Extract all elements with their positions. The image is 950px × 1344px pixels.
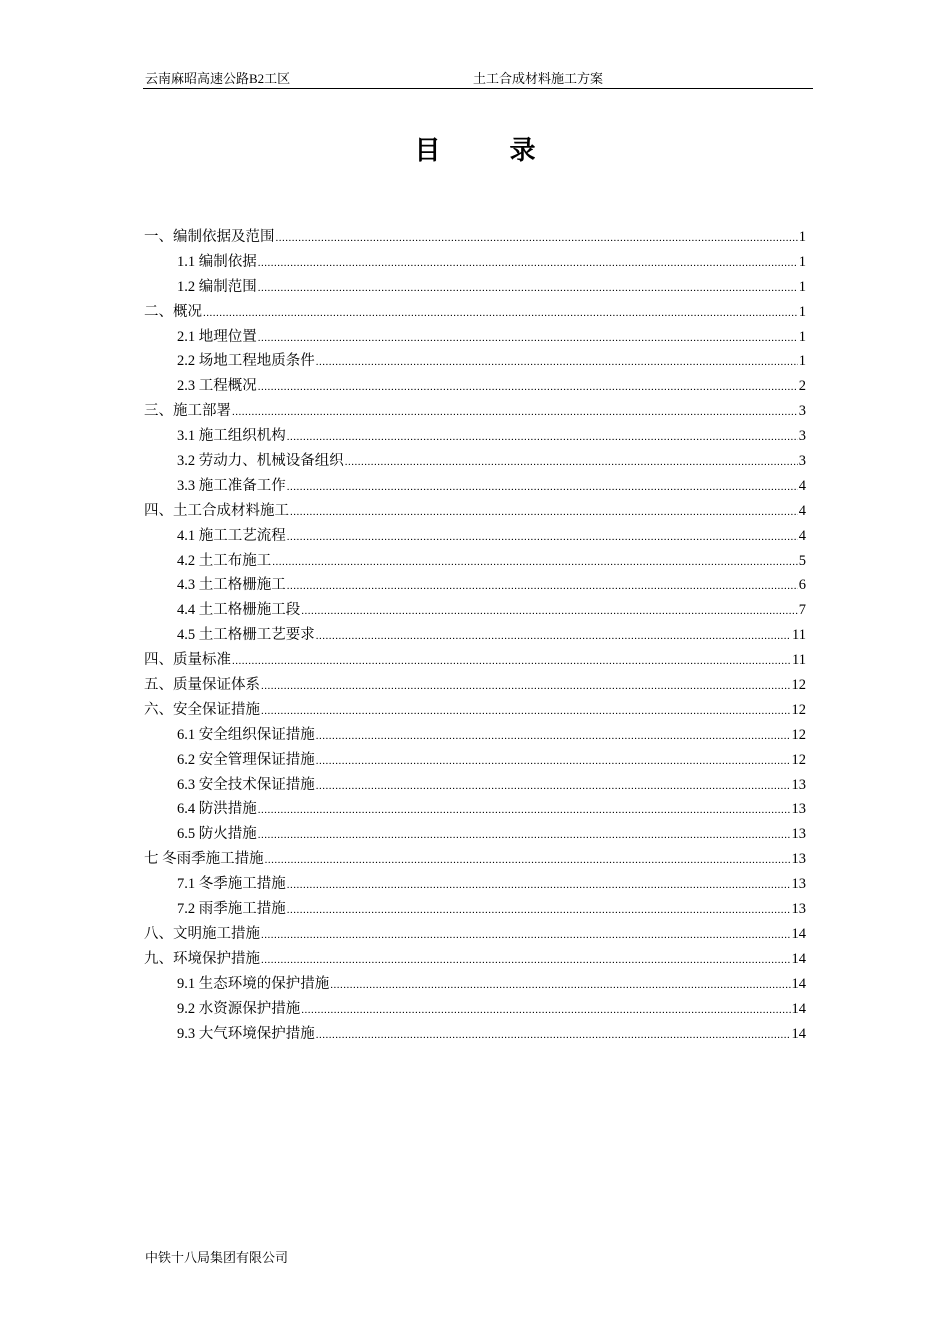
toc-entry-page-number: 12 [791, 701, 806, 718]
toc-entry[interactable] [144, 325, 806, 350]
toc-entry[interactable] [144, 300, 806, 325]
toc-leader-dots [301, 998, 790, 1023]
toc-entry[interactable] [144, 349, 806, 374]
table-of-contents [144, 225, 806, 1046]
toc-entry[interactable] [144, 524, 806, 549]
toc-entry-page-number: 11 [792, 652, 806, 669]
toc-leader-dots [258, 798, 791, 823]
toc-entry[interactable] [144, 847, 806, 872]
toc-entry-page-number: 13 [791, 826, 806, 843]
toc-entry-page-number: 4 [798, 502, 806, 519]
toc-leader-dots [316, 774, 791, 799]
toc-entry-page-number: 5 [798, 552, 806, 569]
toc-entry-page-number: 1 [798, 303, 806, 320]
toc-entry-title: 一、编制依据及范围 [144, 229, 275, 245]
toc-entry[interactable] [144, 947, 806, 972]
toc-entry-page-number: 3 [798, 403, 806, 420]
toc-entry-page-number: 14 [791, 950, 806, 967]
toc-entry-title: 7.2 雨季施工措施 [177, 901, 286, 918]
toc-entry-page-number: 7 [798, 602, 806, 619]
toc-entry-page-number: 2 [798, 378, 806, 395]
toc-entry[interactable] [144, 822, 806, 847]
toc-entry-page-number: 13 [791, 776, 806, 793]
toc-entry[interactable] [144, 474, 806, 499]
toc-entry-title: 4.5 土工格栅工艺要求 [177, 627, 315, 644]
toc-leader-dots [276, 226, 798, 251]
toc-leader-dots [232, 649, 791, 674]
toc-leader-dots [290, 500, 798, 525]
toc-entry-page-number: 6 [798, 577, 806, 594]
toc-leader-dots [261, 923, 791, 948]
toc-entry[interactable] [144, 374, 806, 399]
toc-entry[interactable] [144, 897, 806, 922]
toc-leader-dots [287, 873, 791, 898]
toc-entry[interactable] [144, 1022, 806, 1047]
toc-entry[interactable] [144, 748, 806, 773]
toc-entry-title: 二、概况 [144, 303, 202, 320]
toc-entry-title: 6.1 安全组织保证措施 [177, 726, 315, 743]
toc-entry-title: 4.2 土工布施工 [177, 552, 272, 569]
toc-leader-dots [316, 1023, 791, 1048]
toc-entry-page-number: 13 [791, 801, 806, 818]
toc-leader-dots [287, 574, 798, 599]
toc-entry-title: 三、施工部署 [144, 403, 231, 420]
toc-leader-dots [265, 848, 791, 873]
toc-leader-dots [272, 550, 798, 575]
toc-entry-title: 2.2 场地工程地质条件 [177, 353, 315, 370]
toc-entry-page-number: 3 [798, 453, 806, 470]
toc-entry[interactable] [144, 673, 806, 698]
toc-entry[interactable] [144, 549, 806, 574]
toc-leader-dots [287, 475, 798, 500]
toc-entry-page-number: 14 [791, 1025, 806, 1042]
toc-leader-dots [261, 699, 791, 724]
toc-entry[interactable] [144, 972, 806, 997]
toc-entry-title: 7.1 冬季施工措施 [177, 876, 286, 893]
toc-entry-title: 9.3 大气环境保护措施 [177, 1025, 315, 1042]
toc-entry-title: 6.2 安全管理保证措施 [177, 751, 315, 768]
toc-entry-title: 七 冬雨季施工措施 [144, 851, 264, 868]
toc-entry-title: 四、土工合成材料施工 [144, 502, 289, 519]
toc-entry[interactable] [144, 997, 806, 1022]
toc-entry-page-number: 4 [798, 477, 806, 494]
toc-leader-dots [287, 425, 798, 450]
toc-entry-title: 3.1 施工组织机构 [177, 428, 286, 445]
toc-entry-title: 2.3 工程概况 [177, 378, 257, 395]
toc-entry-title: 2.1 地理位置 [177, 328, 257, 345]
toc-leader-dots [261, 674, 791, 699]
toc-entry[interactable] [144, 598, 806, 623]
toc-leader-dots [258, 276, 798, 301]
toc-leader-dots [316, 724, 791, 749]
toc-entry-page-number: 1 [798, 229, 806, 245]
toc-entry-title: 六、安全保证措施 [144, 701, 260, 718]
page-header [143, 66, 813, 89]
toc-leader-dots [316, 749, 791, 774]
toc-leader-dots [258, 326, 798, 351]
toc-entry-page-number: 1 [798, 278, 806, 295]
toc-entry-title: 6.4 防洪措施 [177, 801, 257, 818]
toc-entry[interactable] [144, 698, 806, 723]
toc-entry[interactable] [144, 573, 806, 598]
toc-leader-dots [316, 624, 791, 649]
toc-entry[interactable] [144, 499, 806, 524]
toc-leader-dots [203, 301, 798, 326]
toc-entry-page-number: 4 [798, 527, 806, 544]
toc-entry-page-number: 14 [791, 1000, 806, 1017]
header-project-name: 云南麻昭高速公路B2工区 [145, 71, 291, 86]
toc-leader-dots [287, 525, 798, 550]
toc-leader-dots [330, 973, 790, 998]
toc-entry-title: 九、环境保护措施 [144, 950, 260, 967]
toc-leader-dots [258, 375, 798, 400]
header-document-title: 土工合成材料施工方案 [473, 71, 604, 86]
toc-entry-page-number: 12 [791, 677, 806, 694]
toc-entry[interactable] [144, 773, 806, 798]
toc-entry-title: 4.3 土工格栅施工 [177, 577, 286, 594]
toc-entry-title: 1.1 编制依据 [177, 253, 257, 270]
toc-leader-dots [345, 450, 798, 475]
toc-leader-dots [316, 350, 798, 375]
toc-leader-dots [258, 251, 798, 276]
toc-entry[interactable] [144, 275, 806, 300]
toc-leader-dots [258, 823, 791, 848]
toc-entry[interactable] [144, 648, 806, 673]
toc-entry-title: 四、质量标准 [144, 652, 231, 669]
toc-leader-dots [232, 400, 798, 425]
toc-entry-title: 9.2 水资源保护措施 [177, 1000, 301, 1017]
toc-entry-title: 3.2 劳动力、机械设备组织 [177, 453, 344, 470]
toc-entry[interactable] [144, 424, 806, 449]
toc-entry-page-number: 14 [791, 925, 806, 942]
toc-entry-title: 4.1 施工工艺流程 [177, 527, 286, 544]
toc-entry[interactable] [144, 723, 806, 748]
toc-entry[interactable] [144, 449, 806, 474]
toc-entry[interactable] [144, 797, 806, 822]
toc-entry-page-number: 13 [791, 876, 806, 893]
toc-leader-dots [301, 599, 798, 624]
toc-entry-page-number: 12 [791, 726, 806, 743]
toc-entry[interactable] [144, 872, 806, 897]
toc-entry-page-number: 12 [791, 751, 806, 768]
toc-entry-title: 3.3 施工准备工作 [177, 477, 286, 494]
toc-entry[interactable] [144, 250, 806, 275]
toc-entry-page-number: 13 [791, 901, 806, 918]
toc-entry-page-number: 3 [798, 428, 806, 445]
toc-entry-page-number: 11 [792, 627, 806, 644]
toc-entry-title: 6.3 安全技术保证措施 [177, 776, 315, 793]
toc-entry-title: 4.4 土工格栅施工段 [177, 602, 301, 619]
toc-entry-page-number: 1 [798, 328, 806, 345]
page-title: 目 录 [414, 136, 566, 166]
toc-entry-page-number: 13 [791, 851, 806, 868]
toc-entry-title: 八、文明施工措施 [144, 925, 260, 942]
toc-entry[interactable] [144, 623, 806, 648]
toc-entry-page-number: 1 [798, 353, 806, 370]
page-footer: 中铁十八局集团有限公司 [145, 1250, 289, 1265]
toc-entry-title: 6.5 防火措施 [177, 826, 257, 843]
toc-entry-page-number: 1 [798, 253, 806, 270]
toc-entry-title: 1.2 编制范围 [177, 278, 257, 295]
toc-entry-page-number: 14 [791, 975, 806, 992]
toc-entry[interactable] [144, 399, 806, 424]
toc-entry-title: 五、质量保证体系 [144, 677, 260, 694]
toc-leader-dots [287, 898, 791, 923]
toc-entry-title: 9.1 生态环境的保护措施 [177, 975, 330, 992]
toc-leader-dots [261, 948, 791, 973]
toc-entry[interactable] [144, 922, 806, 947]
toc-entry[interactable] [144, 225, 806, 250]
